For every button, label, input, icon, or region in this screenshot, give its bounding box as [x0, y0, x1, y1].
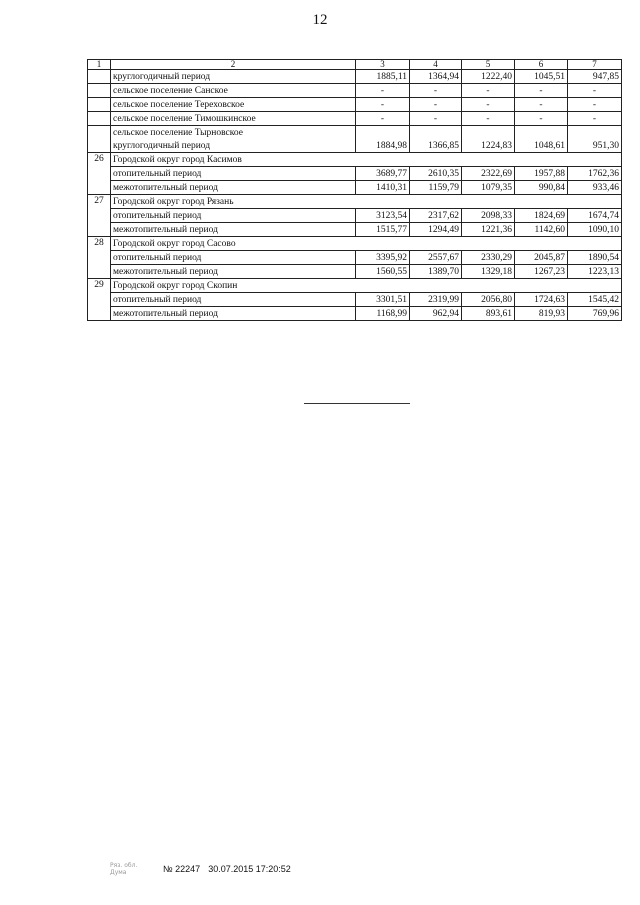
value-cell: 1515,77 — [356, 223, 410, 237]
row-number-cell — [88, 307, 111, 321]
value-cell: 3395,92 — [356, 251, 410, 265]
registration-stamp — [110, 862, 291, 876]
row-label-cell: отопительный период — [111, 251, 356, 265]
row-label-cell: круглогодичный период — [111, 70, 356, 84]
value-cell: 1079,35 — [462, 181, 515, 195]
value-cell: - — [356, 84, 410, 98]
table-row — [88, 167, 622, 181]
value-cell: 1294,49 — [410, 223, 462, 237]
table-row — [88, 293, 622, 307]
value-cell: - — [462, 84, 515, 98]
value-cell — [410, 126, 462, 140]
table-row — [88, 265, 622, 279]
value-cell: 1389,70 — [410, 265, 462, 279]
value-cell: 1048,61 — [515, 139, 568, 153]
row-number-cell: 29 — [88, 279, 111, 293]
value-cell: 2317,62 — [410, 209, 462, 223]
table-row — [88, 209, 622, 223]
row-number-cell: 26 — [88, 153, 111, 167]
page-number: 12 — [312, 12, 328, 28]
value-cell: - — [462, 98, 515, 112]
row-number-cell — [88, 112, 111, 126]
row-label-cell: сельское поселение Тереховское — [111, 98, 356, 112]
value-cell: 1224,83 — [462, 139, 515, 153]
table-row — [88, 223, 622, 237]
document-datetime: 30.07.2015 17:20:52 — [208, 864, 291, 874]
row-number-cell: 27 — [88, 195, 111, 209]
header-cell: 7 — [568, 60, 622, 70]
value-cell: 947,85 — [568, 70, 622, 84]
table-row — [88, 195, 622, 209]
value-cell: 2045,87 — [515, 251, 568, 265]
row-label-cell: Городской округ город Скопин — [111, 279, 622, 293]
value-cell: 1221,36 — [462, 223, 515, 237]
value-cell: - — [515, 84, 568, 98]
value-cell: - — [410, 112, 462, 126]
table-row — [88, 84, 622, 98]
row-number-cell — [88, 223, 111, 237]
value-cell: 2610,35 — [410, 167, 462, 181]
row-label-cell: межотопительный период — [111, 265, 356, 279]
table-row — [88, 237, 622, 251]
value-cell: - — [356, 112, 410, 126]
header-cell: 1 — [88, 60, 111, 70]
row-label-cell: сельское поселение Тимошкинское — [111, 112, 356, 126]
value-cell: 1267,23 — [515, 265, 568, 279]
document-number: № 22247 — [163, 864, 201, 874]
value-cell: 2056,80 — [462, 293, 515, 307]
row-number-cell — [88, 181, 111, 195]
row-label-cell: сельское поселение Санское — [111, 84, 356, 98]
table-row — [88, 153, 622, 167]
header-cell: 3 — [356, 60, 410, 70]
value-cell: 1884,98 — [356, 139, 410, 153]
value-cell: 1364,94 — [410, 70, 462, 84]
header-cell: 4 — [410, 60, 462, 70]
row-label-cell: сельское поселение Тырновское — [111, 126, 356, 140]
separator-line — [304, 403, 410, 404]
row-label-cell: межотопительный период — [111, 223, 356, 237]
value-cell: 1159,79 — [410, 181, 462, 195]
table-row — [88, 279, 622, 293]
value-cell: 1762,36 — [568, 167, 622, 181]
table-row — [88, 251, 622, 265]
value-cell: 1957,88 — [515, 167, 568, 181]
value-cell — [356, 126, 410, 140]
table-row — [88, 126, 622, 140]
row-number-cell — [88, 265, 111, 279]
value-cell: - — [515, 112, 568, 126]
table-row — [88, 112, 622, 126]
stamp-logo: Ряз. обл. Дума — [110, 862, 138, 876]
value-cell: 1545,42 — [568, 293, 622, 307]
value-cell: 1045,51 — [515, 70, 568, 84]
value-cell: - — [410, 98, 462, 112]
value-cell: - — [568, 84, 622, 98]
row-number-cell — [88, 167, 111, 181]
value-cell: 1222,40 — [462, 70, 515, 84]
value-cell: 1674,74 — [568, 209, 622, 223]
header-cell: 6 — [515, 60, 568, 70]
row-number-cell — [88, 251, 111, 265]
table-row — [88, 98, 622, 112]
row-number-cell — [88, 98, 111, 112]
value-cell: 893,61 — [462, 307, 515, 321]
value-cell: - — [410, 84, 462, 98]
row-label-cell: отопительный период — [111, 209, 356, 223]
value-cell: - — [356, 98, 410, 112]
row-label-cell: отопительный период — [111, 293, 356, 307]
row-label-cell: круглогодичный период — [111, 139, 356, 153]
value-cell: 1366,85 — [410, 139, 462, 153]
row-number-cell: 28 — [88, 237, 111, 251]
row-label-cell: межотопительный период — [111, 307, 356, 321]
row-label-cell: межотопительный период — [111, 181, 356, 195]
value-cell: 1890,54 — [568, 251, 622, 265]
table-row — [88, 70, 622, 84]
value-cell: 3123,54 — [356, 209, 410, 223]
table-row — [88, 139, 622, 153]
value-cell: 962,94 — [410, 307, 462, 321]
value-cell: 1885,11 — [356, 70, 410, 84]
value-cell: 1168,99 — [356, 307, 410, 321]
value-cell: 3689,77 — [356, 167, 410, 181]
row-number-cell — [88, 126, 111, 140]
row-number-cell — [88, 209, 111, 223]
row-number-cell — [88, 293, 111, 307]
value-cell: 990,84 — [515, 181, 568, 195]
value-cell: 819,93 — [515, 307, 568, 321]
table-row — [88, 181, 622, 195]
row-label-cell: Городской округ город Касимов — [111, 153, 622, 167]
value-cell: - — [568, 112, 622, 126]
value-cell: 2319,99 — [410, 293, 462, 307]
value-cell — [515, 126, 568, 140]
value-cell: 1560,55 — [356, 265, 410, 279]
value-cell: 1724,63 — [515, 293, 568, 307]
value-cell: 2098,33 — [462, 209, 515, 223]
row-label-cell: отопительный период — [111, 167, 356, 181]
value-cell: 1410,31 — [356, 181, 410, 195]
value-cell: 2557,67 — [410, 251, 462, 265]
value-cell: 2330,29 — [462, 251, 515, 265]
value-cell — [462, 126, 515, 140]
tariff-table — [87, 59, 622, 321]
value-cell: 2322,69 — [462, 167, 515, 181]
header-cell: 2 — [111, 60, 356, 70]
value-cell: 933,46 — [568, 181, 622, 195]
value-cell: 951,30 — [568, 139, 622, 153]
value-cell: 1223,13 — [568, 265, 622, 279]
value-cell: - — [462, 112, 515, 126]
value-cell: 1090,10 — [568, 223, 622, 237]
row-number-cell — [88, 139, 111, 153]
row-label-cell: Городской округ город Сасово — [111, 237, 622, 251]
row-number-cell — [88, 84, 111, 98]
row-label-cell: Городской округ город Рязань — [111, 195, 622, 209]
value-cell: 1824,69 — [515, 209, 568, 223]
value-cell: 3301,51 — [356, 293, 410, 307]
value-cell: - — [515, 98, 568, 112]
header-cell: 5 — [462, 60, 515, 70]
value-cell: 769,96 — [568, 307, 622, 321]
header-row — [88, 60, 622, 70]
table-row — [88, 307, 622, 321]
row-number-cell — [88, 70, 111, 84]
value-cell — [568, 126, 622, 140]
value-cell: - — [568, 98, 622, 112]
value-cell: 1142,60 — [515, 223, 568, 237]
value-cell: 1329,18 — [462, 265, 515, 279]
